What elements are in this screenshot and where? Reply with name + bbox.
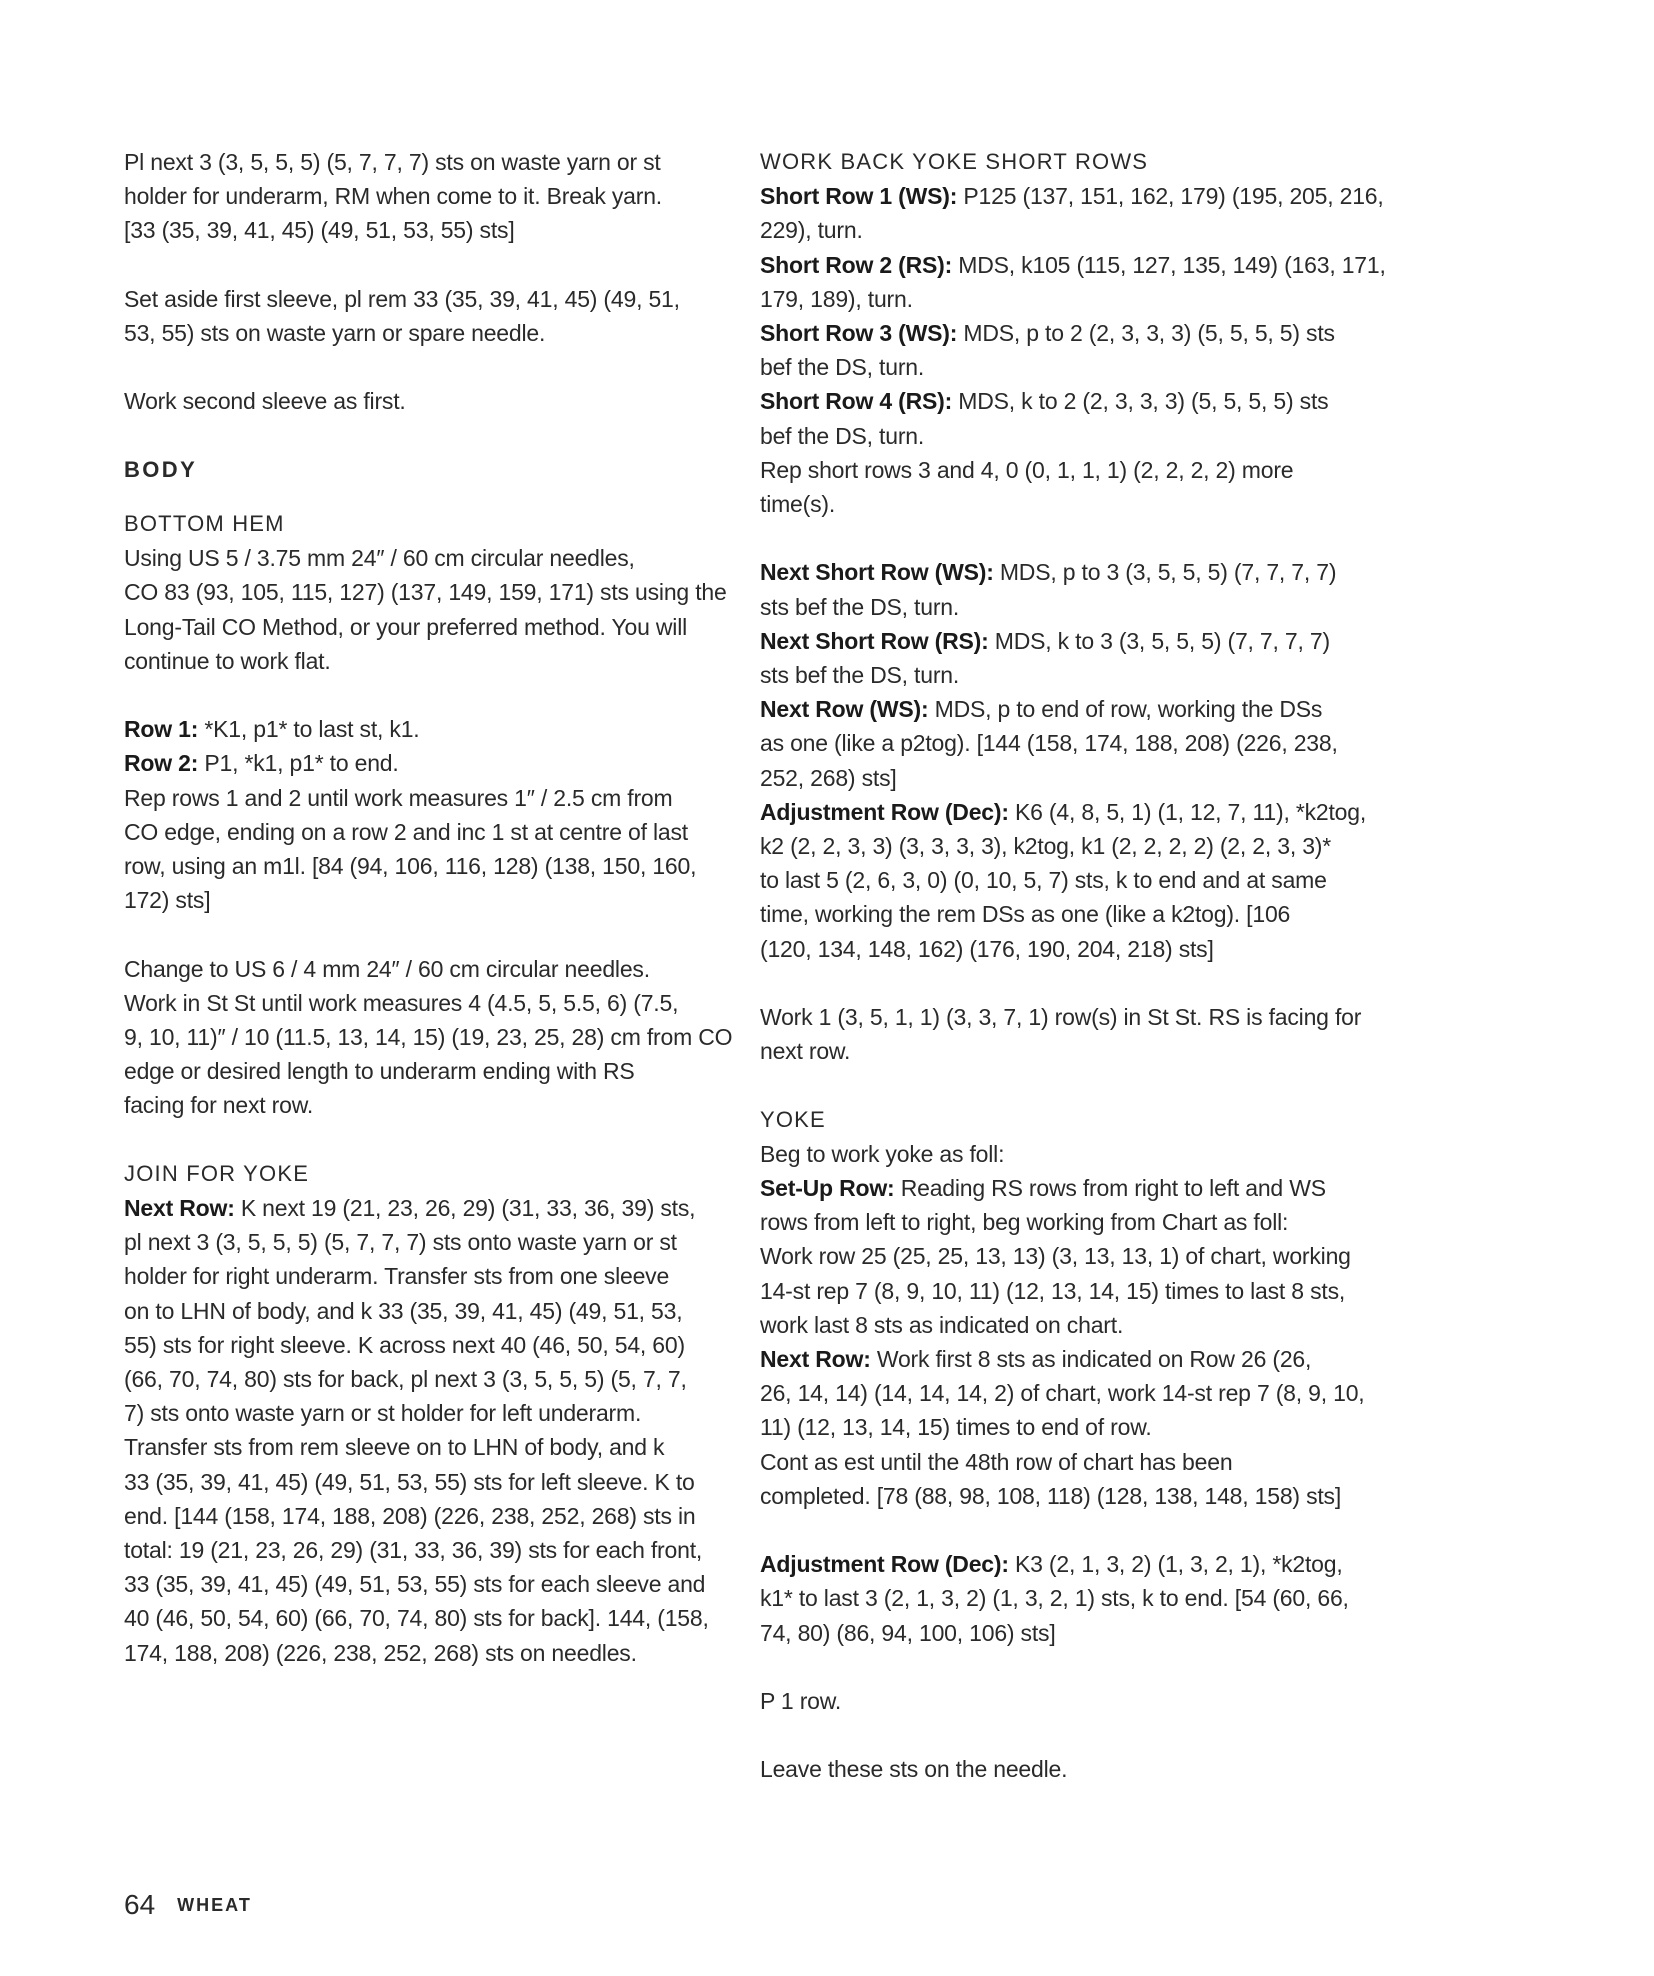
row-text: MDS, p to 3 (3, 5, 5, 5) (7, 7, 7, 7) <box>993 559 1337 586</box>
text-line: 179, 189), turn. <box>760 285 913 312</box>
section-heading-body: BODY <box>124 456 198 482</box>
paragraph-join-for-yoke <box>124 1157 734 1670</box>
subheading-short-rows: WORK BACK YOKE SHORT ROWS <box>760 149 1149 174</box>
text-line: 172) sts] <box>124 887 211 914</box>
text-line: row, using an m1l. [84 (94, 106, 116, 128) (138, 150, 160, <box>124 853 697 879</box>
text-line: 33 (35, 39, 41, 45) (49, 51, 53, 55) sts for each sleeve and <box>124 1571 706 1598</box>
row-label: Row 1: <box>124 716 199 743</box>
text-line: edge or desired length to underarm ending with RS <box>124 1058 635 1085</box>
row-label: Next Row: <box>760 1346 871 1373</box>
paragraph-underarm <box>124 145 734 248</box>
row-label: Next Short Row (RS): <box>760 627 989 654</box>
paragraph-short-rows <box>760 145 1386 521</box>
text-line: Work second sleeve as first. <box>124 388 406 415</box>
next-row-yoke <box>760 1342 1370 1376</box>
text-line: sts bef the DS, turn. <box>760 662 960 689</box>
next-row-ws <box>760 692 1370 726</box>
row-label: Adjustment Row (Dec): <box>760 1551 1009 1578</box>
text-line: to last 5 (2, 6, 3, 0) (0, 10, 5, 7) sts, k to end and at same <box>760 867 1327 894</box>
row-label: Short Row 3 (WS): <box>760 320 958 347</box>
text-line: Work 1 (3, 5, 1, 1) (3, 3, 7, 1) row(s) in St St. RS is facing for <box>760 1004 1362 1031</box>
text-line: (66, 70, 74, 80) sts for back, pl next 3 (3, 5, 5, 5) (5, 7, 7, <box>124 1366 687 1393</box>
next-short-row-ws <box>760 555 1370 589</box>
text-line: time, working the rem DSs as one (like a k2tog). [106 <box>760 901 1291 928</box>
text-line: Work in St St until work measures 4 (4.5, 5, 5.5, 6) (7.5, <box>124 989 679 1016</box>
row-label: Set-Up Row: <box>760 1175 895 1202</box>
left-column <box>124 145 734 1704</box>
row-text: MDS, p to 2 (2, 3, 3, 3) (5, 5, 5, 5) sts <box>957 320 1335 347</box>
text-line: Change to US 6 / 4 mm 24″ / 60 cm circular needles. <box>124 955 650 982</box>
text-line: facing for next row. <box>124 1092 314 1119</box>
text-line: Pl next 3 (3, 5, 5, 5) (5, 7, 7, 7) sts on waste yarn or st <box>124 149 661 175</box>
text-line: Using US 5 / 3.75 mm 24″ / 60 cm circular needles, <box>124 545 635 572</box>
row-text: *K1, p1* to last st, k1. <box>198 716 420 743</box>
text-line: bef the DS, turn. <box>760 422 925 449</box>
row-text: MDS, p to end of row, working the DSs <box>928 696 1323 723</box>
row-text: MDS, k105 (115, 127, 135, 149) (163, 171, <box>952 251 1386 278</box>
row-text: P125 (137, 151, 162, 179) (195, 205, 216, <box>957 183 1384 210</box>
right-column <box>760 145 1386 1821</box>
set-up-row <box>760 1171 1370 1205</box>
next-short-row-rs <box>760 624 1370 658</box>
short-row-3 <box>760 316 1370 350</box>
text-line: total: 19 (21, 23, 26, 29) (31, 33, 36, 39) sts for each front, <box>124 1537 703 1564</box>
text-line: k1* to last 3 (2, 1, 3, 2) (1, 3, 2, 1) sts, k to end. [54 (60, 66, <box>760 1585 1349 1612</box>
text-line: Cont as est until the 48th row of chart has been <box>760 1448 1233 1475</box>
row-label: Short Row 2 (RS): <box>760 251 953 278</box>
row-text: K3 (2, 1, 3, 2) (1, 3, 2, 1), *k2tog, <box>1008 1551 1343 1578</box>
text-line: Beg to work yoke as foll: <box>760 1140 1005 1167</box>
text-line: 174, 188, 208) (226, 238, 252, 268) sts on needles. <box>124 1639 637 1666</box>
text-line: time(s). <box>760 491 836 518</box>
paragraph-adjustment-2 <box>760 1547 1370 1650</box>
row-text: Reading RS rows from right to left and WS <box>894 1175 1326 1202</box>
row-text: Work first 8 sts as indicated on Row 26 (26, <box>870 1346 1312 1373</box>
adjustment-row-1 <box>760 795 1370 829</box>
short-row-2 <box>760 248 1386 282</box>
paragraph-set-aside <box>124 282 734 350</box>
text-line: pl next 3 (3, 5, 5, 5) (5, 7, 7, 7) sts onto waste yarn or st <box>124 1229 677 1256</box>
text-line: 14-st rep 7 (8, 9, 10, 11) (12, 13, 14, 15) times to last 8 sts, <box>760 1277 1346 1304</box>
text-line: sts bef the DS, turn. <box>760 593 960 620</box>
text-line: Rep short rows 3 and 4, 0 (0, 1, 1, 1) (2, 2, 2, 2) more <box>760 456 1294 483</box>
row-text: P1, *k1, p1* to end. <box>198 750 399 777</box>
text-line: 74, 80) (86, 94, 100, 106) sts] <box>760 1619 1056 1646</box>
text-line: Rep rows 1 and 2 until work measures 1″ / 2.5 cm from <box>124 784 673 811</box>
page-number: 64 <box>124 1889 156 1920</box>
text-line: holder for right underarm. Transfer sts from one sleeve <box>124 1263 670 1290</box>
paragraph-next-short-rows <box>760 555 1370 965</box>
text-line: k2 (2, 2, 3, 3) (3, 3, 3, 3), k2tog, k1 (2, 2, 2, 2) (2, 2, 3, 3)* <box>760 833 1332 860</box>
paragraph-yoke <box>760 1103 1370 1513</box>
subheading-join-for-yoke: JOIN FOR YOKE <box>124 1160 310 1186</box>
row-label: Short Row 4 (RS): <box>760 388 953 415</box>
text-line: [33 (35, 39, 41, 45) (49, 51, 53, 55) sts] <box>124 217 515 244</box>
text-line: 252, 268) sts] <box>760 764 897 791</box>
text-line: 11) (12, 13, 14, 15) times to end of row. <box>760 1414 1152 1441</box>
text-line: (120, 134, 148, 162) (176, 190, 204, 218) sts] <box>760 935 1214 962</box>
paragraph-purl-row <box>760 1684 1370 1718</box>
subheading-bottom-hem: BOTTOM HEM <box>124 510 285 536</box>
short-row-4 <box>760 384 1370 418</box>
text-line: completed. [78 (88, 98, 108, 118) (128, 138, 148, 158) sts] <box>760 1482 1342 1509</box>
row-label: Row 2: <box>124 750 199 777</box>
text-line: rows from left to right, beg working from Chart as foll: <box>760 1209 1289 1236</box>
text-line: bef the DS, turn. <box>760 354 925 381</box>
text-line: work last 8 sts as indicated on chart. <box>760 1311 1124 1338</box>
text-line: 7) sts onto waste yarn or st holder for left underarm. <box>124 1400 642 1427</box>
text-line: next row. <box>760 1038 851 1065</box>
text-line: 33 (35, 39, 41, 45) (49, 51, 53, 55) sts for left sleeve. K to <box>124 1468 695 1495</box>
paragraph-rib-rows <box>124 712 734 917</box>
text-line: Leave these sts on the needle. <box>760 1756 1068 1783</box>
text-line: Transfer sts from rem sleeve on to LHN of body, and k <box>124 1434 665 1461</box>
paragraph-leave-sts <box>760 1752 1370 1786</box>
row-text: K6 (4, 8, 5, 1) (1, 12, 7, 11), *k2tog, <box>1008 798 1367 825</box>
adjustment-row-2 <box>760 1547 1370 1581</box>
row-label: Next Short Row (WS): <box>760 559 994 586</box>
paragraph-bottom-hem <box>124 507 734 678</box>
text-line: 55) sts for right sleeve. K across next 40 (46, 50, 54, 60) <box>124 1331 685 1358</box>
subheading-yoke: YOKE <box>760 1106 826 1132</box>
text-line: P 1 row. <box>760 1688 842 1715</box>
text-line: 9, 10, 11)″ / 10 (11.5, 13, 14, 15) (19, 23, 25, 28) cm from CO <box>124 1024 733 1050</box>
short-row-1 <box>760 179 1384 213</box>
row-text: MDS, k to 2 (2, 3, 3, 3) (5, 5, 5, 5) sts <box>952 388 1329 415</box>
paragraph-change-needles <box>124 952 734 1123</box>
text-line: Work row 25 (25, 25, 13, 13) (3, 13, 13, 1) of chart, working <box>760 1243 1351 1270</box>
text-line: continue to work flat. <box>124 647 331 674</box>
row-label: Adjustment Row (Dec): <box>760 798 1009 825</box>
next-row-instruction <box>124 1191 734 1225</box>
row-text: K next 19 (21, 23, 26, 29) (31, 33, 36, 39) sts, <box>234 1195 696 1221</box>
text-line: end. [144 (158, 174, 188, 208) (226, 238, 252, 268) sts in <box>124 1502 696 1529</box>
row-1-instruction <box>124 712 734 746</box>
text-line: 229), turn. <box>760 217 863 244</box>
text-line: Set aside first sleeve, pl rem 33 (35, 39, 41, 45) (49, 51, <box>124 285 680 312</box>
paragraph-work-rows <box>760 1000 1370 1068</box>
page-footer <box>124 1888 252 1922</box>
text-line: CO 83 (93, 105, 115, 127) (137, 149, 159, 171) sts using the <box>124 579 727 606</box>
row-label: Next Row: <box>124 1195 235 1221</box>
text-line: 53, 55) sts on waste yarn or spare needle. <box>124 320 546 346</box>
row-2-instruction <box>124 746 734 780</box>
row-label: Next Row (WS): <box>760 696 929 723</box>
pattern-title: WHEAT <box>177 1895 252 1915</box>
row-label: Short Row 1 (WS): <box>760 183 958 210</box>
text-line: holder for underarm, RM when come to it. Break yarn. <box>124 183 662 210</box>
text-line: on to LHN of body, and k 33 (35, 39, 41, 45) (49, 51, 53, <box>124 1297 683 1324</box>
text-line: as one (like a p2tog). [144 (158, 174, 188, 208) (226, 238, <box>760 730 1338 757</box>
text-line: Long-Tail CO Method, or your preferred method. You will <box>124 613 688 640</box>
text-line: 26, 14, 14) (14, 14, 14, 2) of chart, work 14-st rep 7 (8, 9, 10, <box>760 1380 1365 1407</box>
row-text: MDS, k to 3 (3, 5, 5, 5) (7, 7, 7, 7) <box>988 627 1330 654</box>
text-line: CO edge, ending on a row 2 and inc 1 st at centre of last <box>124 818 688 845</box>
text-line: 40 (46, 50, 54, 60) (66, 70, 74, 80) sts for back]. 144, (158, <box>124 1605 709 1632</box>
paragraph-second-sleeve <box>124 384 734 418</box>
